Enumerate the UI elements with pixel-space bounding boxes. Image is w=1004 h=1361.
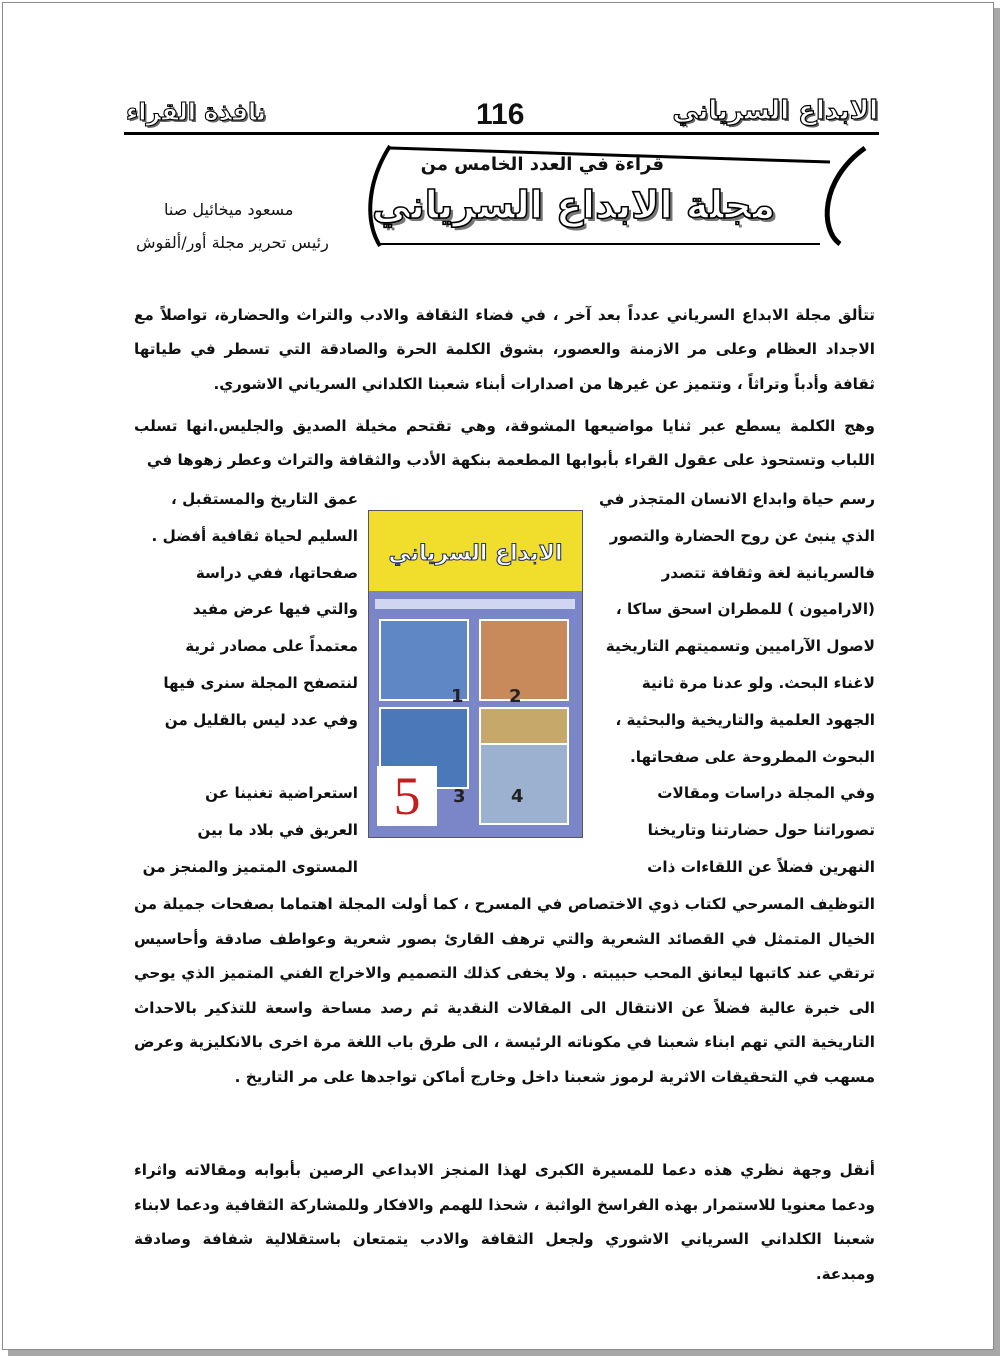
- col-right-line: الذي ينبئ عن روح الحضارة والتصور: [609, 526, 875, 545]
- header-rule: [124, 132, 879, 135]
- author-name: مسعود ميخائيل صنا: [164, 200, 294, 219]
- col-left-line: لنتصفح المجلة سنرى فيها: [163, 673, 358, 692]
- magazine-name-header: الابداع السرياني: [672, 96, 878, 126]
- col-left-line: السليم لحياة ثقافية أفضل .: [151, 526, 358, 545]
- col-left-line: المستوى المتميز والمنجز من: [142, 857, 358, 876]
- col-left-line: والتي فيها عرض مفيد: [192, 600, 358, 619]
- col-right-line: لاصول الآراميين وتسميتهم التاريخية: [605, 637, 875, 656]
- article-title: مجلة الابداع السرياني: [372, 183, 776, 227]
- cover-tile: [479, 619, 569, 701]
- cover-tile-number: 2: [509, 686, 522, 707]
- cover-tile-number: 3: [453, 786, 466, 807]
- paragraph-4: أنقل وجهة نظري هذه دعما للمسيرة الكبرى لهذا المنجز الابداعي الرصين بأبوابه ومقالاته واثراء ودعما معنويا للاستمرار بهذه الفراسخ الواثبة ، شحذا للهمم والافكار وللمشاركة الثقافية ودعما لابناء شعبنا الكلداني السرياني الاشوري ولجعل الثقافة والادب يتمتعان باستقلالية شفافة وصادقة ومبدعة.: [134, 1161, 875, 1283]
- paragraph-2: وهج الكلمة يسطع عبر ثنايا مواضيعها المشوقة، وهي تقتحم مخيلة الصديق والجليس.انها تسلب اللباب وتستحوذ على عقول القراء بأبوابها المطعمة بنكهة الأدب والثقافة والتراث وعطر زهوها في: [134, 417, 875, 470]
- cover-tile-number: 4: [511, 786, 524, 807]
- cover-strip: [375, 599, 575, 609]
- col-right-line: وفي المجلة دراسات ومقالات: [657, 784, 875, 803]
- col-left-line: معتمداً على مصادر ثرية: [185, 637, 358, 656]
- author-role: رئيس تحرير مجلة أور/ألقوش: [136, 233, 329, 252]
- paragraph-intro: تتألق مجلة الابداع السرياني عدداً بعد آخر ، في فضاء الثقافة والادب والتراث والحضارة، تواصلاً مع الاجداد العظام وعلى مر الازمنة والعصور، بشوق الكلمة الحرة والصادقة التي تسطر في طياتها ثقافة وأدباً وتراثاً ، وتتميز عن غيرها من اصدارات أبناء شعبنا الكلداني السرياني الاشوري.: [134, 306, 875, 393]
- magazine-cover-image: [368, 510, 583, 838]
- col-left-line: صفحاتها، ففي دراسة: [195, 563, 358, 582]
- article-kicker: قراءة في العدد الخامس من: [420, 154, 664, 175]
- cover-issue-number: 5: [377, 766, 437, 826]
- col-right-line: النهرين فضلاً عن اللقاءات ذات: [647, 857, 875, 876]
- col-right-line: تصوراتنا حول حضارتنا وتاريخنا: [647, 821, 875, 840]
- col-left-line: العريق في بلاد ما بين: [197, 821, 358, 840]
- paragraph-3: التوظيف المسرحي لكتاب ذوي الاختصاص في المسرح ، كما أولت المجلة اهتماما بصفحات جميلة من الخيال المتمثل في القصائد الشعرية والتي ترهف القارئ بصور شعرية وعواطف صادقة وأحاسيس ترتقي عند كاتبها ليعانق المحب حبيبته . ولا يخفى كذلك التصميم والاخراج الفني المتميز الذي يوحي الى خبرة عالية فضلاً عن الانتقال الى المقالات النقدية ثم رصد مساحة واسعة للتذكير بالاحداث التاريخية التي تهم ابناء شعبنا في مكوناته الرئيسة ، الى طرق باب اللغة مرة اخرى بالانكليزية وعرض مسهب في التحقيقات الاثرية لرموز شعبنا داخل وخارج أماكن تواجدها على مر التاريخ .: [134, 895, 875, 1086]
- cover-masthead: الابداع السرياني: [388, 541, 563, 566]
- col-left-line: [134, 739, 358, 776]
- column-left: [134, 481, 358, 886]
- col-right-line: فالسريانية لغة وثقافة تتصدر: [661, 563, 875, 582]
- col-left-line: استعراضية تغنينا عن: [205, 784, 358, 803]
- column-right: [594, 481, 875, 886]
- cover-tile: [479, 743, 569, 825]
- col-right-line: (الاراميون ) للمطران اسحق ساكا ،: [615, 600, 875, 619]
- col-right-line: رسم حياة وابداع الانسان المتجذر في: [599, 490, 875, 508]
- section-name-header: نافذة القراء: [126, 98, 267, 126]
- col-right-line: لاغناء البحث. ولو عدنا مرة ثانية: [641, 673, 875, 692]
- cover-tile-number: 1: [451, 686, 464, 707]
- col-right-line: البحوث المطروحة على صفحاتها.: [629, 747, 875, 766]
- col-left-line: وفي عدد ليس بالقليل من: [164, 710, 358, 729]
- page-number: 116: [476, 98, 525, 131]
- col-left-line: عمق التاريخ والمستقبل ،: [171, 490, 358, 508]
- col-right-line: الجهود العلمية والتاريخية والبحثية ،: [615, 710, 875, 729]
